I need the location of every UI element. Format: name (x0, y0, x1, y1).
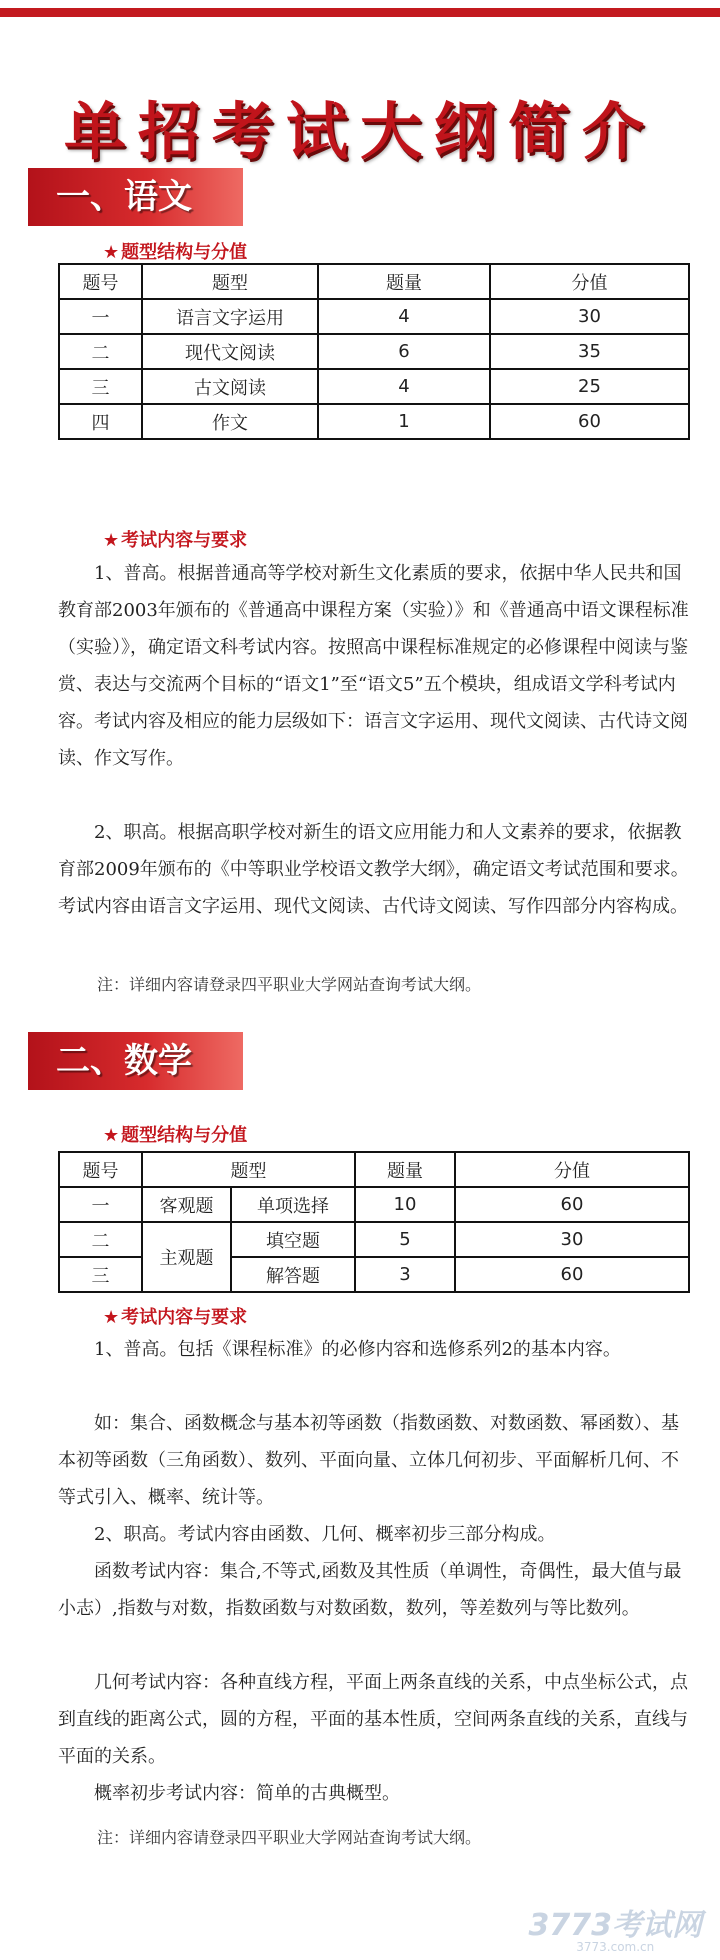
table-row (59, 299, 689, 334)
table-cell: 现代文阅读 (142, 334, 318, 369)
paragraph-math-general: 1、普高。包括《课程标准》的必修内容和选修系列2的基本内容。 (94, 1339, 621, 1360)
table-cell: 30 (455, 1222, 689, 1257)
table-cell: 60 (455, 1257, 689, 1292)
section-banner-chinese: 一、语文 (28, 168, 243, 226)
header-cell: 题量 (355, 1152, 455, 1187)
paragraph-math-vocational: 2、职高。考试内容由函数、几何、概率初步三部分构成。 (94, 1524, 556, 1545)
header-cell: 题型 (142, 264, 318, 299)
paragraph-math-functions: 函数考试内容：集合,不等式,函数及其性质（单调性，奇偶性，最大值与最小志）,指数与对数，指数函数与对数函数，数列，等差数列与等比数列。 (58, 1561, 682, 1619)
table-cell: 1 (318, 404, 490, 439)
table-header-row (59, 264, 689, 299)
paragraph-chinese-general: 1、普高。根据普通高等学校对新生文化素质的要求，依据中华人民共和国教育部2003年颁布的《普通高中课程方案（实验）》和《普通高中语文课程标准（实验）》，确定语文科考试内容。按照高中课程标准规定的必修课程中阅读与鉴赏、表达与交流两个目标的“语文1”至“语文5”五个模块，组成语文学科考试内容。考试内容及相应的能力层级如下：语言文字运用、现代文阅读、古代诗文阅读、作文写作。 (58, 563, 689, 769)
table-cell: 6 (318, 334, 490, 369)
paragraph-math-probability: 概率初步考试内容：简单的古典概型。 (94, 1783, 400, 1804)
table-cell: 35 (490, 334, 689, 369)
note-math: 注：详细内容请登录四平职业大学网站查询考试大纲。 (97, 1828, 482, 1847)
score-table-math (58, 1151, 690, 1293)
table-cell: 语言文字运用 (142, 299, 318, 334)
header-cell: 分值 (455, 1152, 689, 1187)
content-subheading-math: ★ 考试内容与要求 (103, 1307, 248, 1328)
table-cell: 单项选择 (231, 1187, 355, 1222)
table-cell: 一 (59, 299, 142, 334)
star-icon: ★ (103, 242, 120, 263)
table-cell: 25 (490, 369, 689, 404)
star-icon: ★ (103, 1125, 120, 1146)
watermark-url-text: 3773.com.cn (576, 1940, 655, 1954)
table-cell: 3 (355, 1257, 455, 1292)
structure-subheading-chinese: ★ 题型结构与分值 (103, 242, 248, 263)
header-cell: 题量 (318, 264, 490, 299)
header-cell: 题型 (142, 1152, 355, 1187)
paragraph-math-example: 如：集合、函数概念与基本初等函数（指数函数、对数函数、幂函数）、基本初等函数（三角函数）、数列、平面向量、立体几何初步、平面解析几何、不等式引入、概率、统计等。 (58, 1413, 679, 1508)
page-title: 单招考试大纲简介 (63, 95, 656, 168)
table-cell: 三 (59, 1257, 142, 1292)
paragraph-chinese-vocational: 2、职高。根据高职学校对新生的语文应用能力和人文素养的要求，依据教育部2009年颁布的《中等职业学校语文教学大纲》，确定语文考试范围和要求。考试内容由语言文字运用、现代文阅读、古代诗文阅读、写作四部分内容构成。 (58, 822, 689, 917)
table-cell: 一 (59, 1187, 142, 1222)
table-cell: 填空题 (231, 1222, 355, 1257)
table-cell: 作文 (142, 404, 318, 439)
table-row (59, 404, 689, 439)
header-cell: 题号 (59, 1152, 142, 1187)
table-cell: 二 (59, 1222, 142, 1257)
table-cell: 5 (355, 1222, 455, 1257)
content-subheading-chinese: ★ 考试内容与要求 (103, 530, 248, 551)
table-row (59, 1187, 689, 1222)
structure-subheading-math: ★ 题型结构与分值 (103, 1125, 248, 1146)
top-red-bar (0, 8, 720, 17)
watermark-logo (529, 1900, 703, 1954)
table-row (59, 334, 689, 369)
category-cell: 主观题 (142, 1222, 231, 1292)
header-cell: 分值 (490, 264, 689, 299)
table-cell: 60 (490, 404, 689, 439)
score-table-chinese (58, 263, 690, 440)
table-cell: 古文阅读 (142, 369, 318, 404)
table-cell: 60 (455, 1187, 689, 1222)
table-cell: 四 (59, 404, 142, 439)
table-cell: 4 (318, 369, 490, 404)
table-cell: 10 (355, 1187, 455, 1222)
star-icon: ★ (103, 530, 120, 551)
table-header-row (59, 1152, 689, 1187)
table-cell: 二 (59, 334, 142, 369)
category-cell: 客观题 (142, 1187, 231, 1222)
table-cell: 4 (318, 299, 490, 334)
table-row (59, 369, 689, 404)
watermark-main-text: 3773考试网 (528, 1908, 702, 1943)
section-banner-math: 二、数学 (28, 1032, 243, 1090)
star-icon: ★ (103, 1307, 120, 1328)
table-cell: 三 (59, 369, 142, 404)
table-cell: 解答题 (231, 1257, 355, 1292)
paragraph-math-geometry: 几何考试内容：各种直线方程，平面上两条直线的关系，中点坐标公式，点到直线的距离公式，圆的方程，平面的基本性质，空间两条直线的关系，直线与平面的关系。 (58, 1672, 688, 1767)
table-cell: 30 (490, 299, 689, 334)
note-chinese: 注：详细内容请登录四平职业大学网站查询考试大纲。 (97, 975, 482, 994)
header-cell: 题号 (59, 264, 142, 299)
table-row (59, 1222, 689, 1257)
